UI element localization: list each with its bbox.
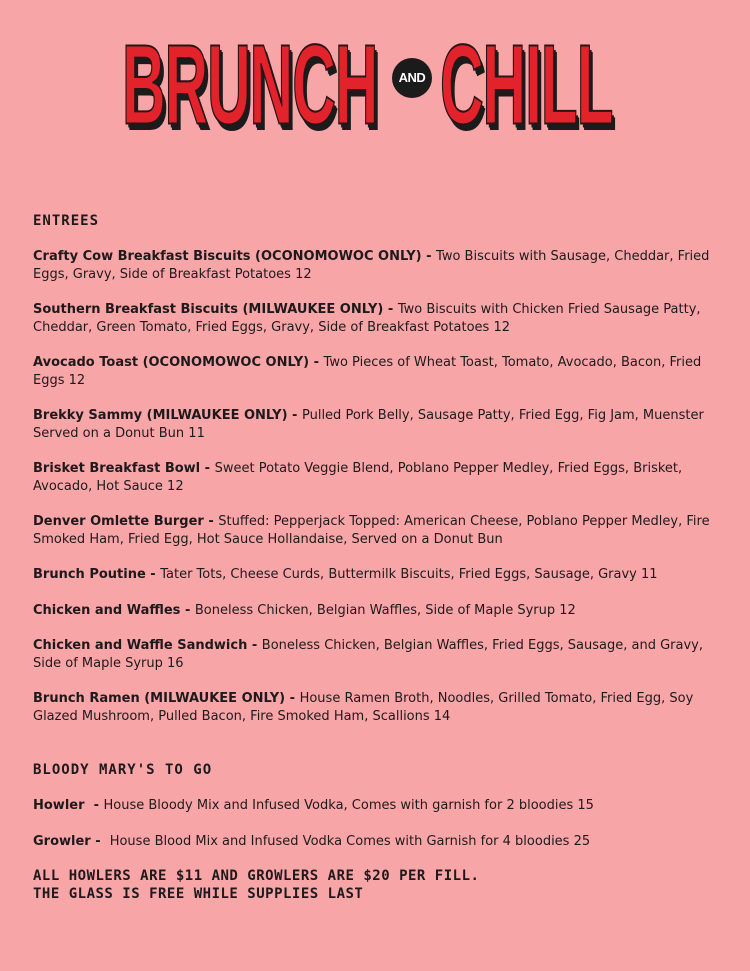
menu-item-denver-omlette-burger — [33, 513, 733, 548]
item-name: Chicken and Waffle Sandwich — [33, 638, 248, 653]
item-description: Boneless Chicken, Belgian Waffles, Fried Eggs, Sausage, and Gravy, Side of Maple Syrup 16 — [33, 638, 703, 671]
item-name: Crafty Cow Breakfast Biscuits (OCONOMOWOC ONLY) — [33, 249, 422, 264]
logo-word-brunch: BRUNCH — [122, 20, 378, 148]
item-separator: - — [203, 514, 219, 529]
entrees-list — [33, 248, 733, 725]
item-name: Brunch Poutine — [33, 567, 146, 582]
entrees-heading: ENTREES — [33, 213, 100, 229]
item-description: House Blood Mix and Infused Vodka Comes with Garnish for 4 bloodies 25 — [109, 833, 591, 849]
menu-item-howler — [33, 797, 733, 815]
item-description: Boneless Chicken, Belgian Waffles, Side of Maple Syrup 12 — [194, 602, 576, 618]
menu-item-chicken-waffle-sandwich — [33, 637, 733, 672]
item-separator: - — [285, 691, 300, 706]
item-description: Two Biscuits with Sausage, Cheddar, Fried Eggs, Gravy, Side of Breakfast Potatoes 12 — [33, 249, 710, 282]
item-separator: - — [84, 798, 104, 813]
item-separator: - — [145, 567, 161, 582]
item-description: House Bloody Mix and Infused Vodka, Comes with garnish for 2 bloodies 15 — [103, 798, 594, 813]
item-name: Avocado Toast (OCONOMOWOC ONLY) — [33, 355, 310, 370]
logo-and-badge: AND — [392, 58, 432, 98]
item-description: Two Biscuits with Chicken Fried Sausage Patty, Cheddar, Green Tomato, Fried Eggs, Gravy, Side of Breakfast Potatoes 12 — [33, 302, 701, 335]
item-separator: - — [180, 602, 195, 618]
item-description: Tater Tots, Cheese Curds, Buttermilk Biscuits, Fried Eggs, Sausage, Gravy 11 — [160, 567, 658, 582]
item-description: Two Pieces of Wheat Toast, Tomato, Avocado, Bacon, Fried Eggs 12 — [33, 355, 702, 388]
logo-word-chill: CHILL — [440, 20, 613, 148]
fill-price-notice — [33, 868, 733, 903]
item-separator: - — [200, 461, 215, 476]
notice-line-2: THE GLASS IS FREE WHILE SUPPLIES LAST — [33, 885, 364, 902]
item-name: Denver Omlette Burger — [33, 514, 204, 529]
item-description: Stuffed: Pepperjack Topped: American Cheese, Poblano Pepper Medley, Fire Smoked Ham, Fried Egg, Hot Sauce Hollandaise, Served on a Donut Bun — [33, 514, 710, 547]
item-description: Sweet Potato Veggie Blend, Poblano Pepper Medley, Fried Eggs, Brisket, Avocado, Hot Sauce 12 — [33, 461, 683, 494]
menu-item-brisket-bowl — [33, 460, 733, 495]
menu-item-southern-biscuits — [33, 301, 733, 336]
item-description: House Ramen Broth, Noodles, Grilled Tomato, Fried Egg, Soy Glazed Mushroom, Pulled Bacon, Fire Smoked Ham, Scallions 14 — [33, 691, 694, 724]
bloody-marys-list — [33, 797, 733, 850]
menu-item-chicken-and-waffles — [33, 602, 733, 620]
item-name: Brekky Sammy (MILWAUKEE ONLY) — [33, 408, 288, 423]
item-description: Pulled Pork Belly, Sausage Patty, Fried Egg, Fig Jam, Muenster Served on a Donut Bun 11 — [33, 408, 704, 441]
item-name: Chicken and Waffles — [33, 602, 181, 618]
brunch-and-chill-logo — [120, 20, 630, 168]
item-separator: - — [90, 833, 110, 849]
menu-item-brunch-ramen — [33, 690, 733, 725]
item-separator: - — [287, 408, 302, 423]
item-name: Growler — [33, 833, 91, 849]
item-name: Brisket Breakfast Bowl — [33, 461, 201, 476]
menu-content — [33, 212, 733, 903]
item-separator: - — [309, 355, 324, 370]
item-separator: - — [421, 249, 437, 264]
item-separator: - — [247, 638, 262, 653]
bloody-marys-heading: BLOODY MARY'S TO GO — [33, 762, 213, 778]
item-name: Brunch Ramen (MILWAUKEE ONLY) — [33, 691, 286, 706]
item-separator: - — [383, 302, 398, 317]
item-name: Southern Breakfast Biscuits (MILWAUKEE ONLY) — [33, 302, 384, 317]
menu-item-crafty-cow-biscuits — [33, 248, 733, 283]
menu-item-brekky-sammy — [33, 407, 733, 442]
menu-item-avocado-toast — [33, 354, 733, 389]
notice-line-1: ALL HOWLERS ARE $11 AND GROWLERS ARE $20 PER FILL. — [33, 868, 480, 884]
menu-item-brunch-poutine — [33, 566, 733, 584]
item-name: Howler — [33, 798, 85, 813]
menu-item-growler — [33, 833, 733, 851]
